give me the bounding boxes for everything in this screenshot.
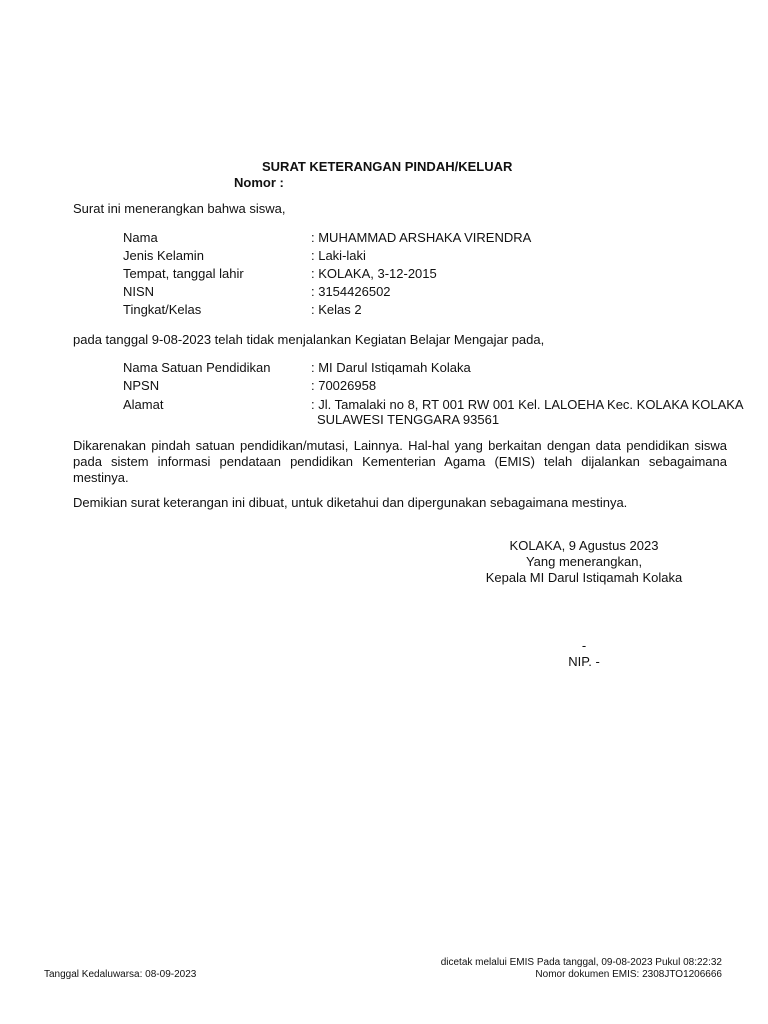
gender-value: : Laki-laki [311,248,366,263]
reason-paragraph: Dikarenakan pindah satuan pendidikan/mutasi, Lainnya. Hal-hal yang berkaitan dengan data pendidikan siswa pada sistem informasi pendataan pendidikan Kementerian Agama (EMIS) telah dijalankan sebagaimana mestinya. [73,438,727,485]
signatory [482,638,686,670]
nisn-value: : 3154426502 [311,284,391,299]
signature-role: Yang menerangkan, [525,554,643,569]
birth-value: : KOLAKA, 3-12-2015 [311,266,437,281]
closing-text: Demikian surat keterangan ini dibuat, untuk diketahui dan dipergunakan sebagaimana mestinya. [73,495,628,510]
footer-expiry: Tanggal Kedaluwarsa: 08-09-2023 [44,969,197,980]
school-name-label: Nama Satuan Pendidikan [123,360,271,375]
signatory-name: - [581,638,587,653]
signature-position: Kepala MI Darul Istiqamah Kolaka [485,570,683,585]
footer-printed: dicetak melalui EMIS Pada tanggal, 09-08-2023 Pukul 08:22:32 [440,957,722,968]
nomor-label: Nomor : [234,175,284,190]
document-title: SURAT KETERANGAN PINDAH/KELUAR [262,159,513,174]
footer-doc-number: Nomor dokumen EMIS: 2308JTO1206666 [535,969,722,980]
npsn-label: NPSN [123,378,160,393]
school-name-value: : MI Darul Istiqamah Kolaka [311,360,471,375]
address-value: : Jl. Tamalaki no 8, RT 001 RW 001 Kel. LALOEHA Kec. KOLAKA KOLAKA [311,397,744,412]
birth-label: Tempat, tanggal lahir [123,266,244,281]
middle-text: pada tanggal 9-08-2023 telah tidak menjalankan Kegiatan Belajar Mengajar pada, [73,332,545,347]
signature-block [482,538,686,586]
intro-text: Surat ini menerangkan bahwa siswa, [73,201,286,216]
nisn-label: NISN [123,284,155,299]
class-value: : Kelas 2 [311,302,362,317]
student-name-value: : MUHAMMAD ARSHAKA VIRENDRA [311,230,532,245]
class-label: Tingkat/Kelas [123,302,202,317]
npsn-value: : 70026958 [311,378,377,393]
signature-place-date: KOLAKA, 9 Agustus 2023 [509,538,659,553]
gender-label: Jenis Kelamin [123,248,204,263]
address-label: Alamat [123,397,164,412]
address-value-line2: SULAWESI TENGGARA 93561 [317,412,500,427]
signatory-nip: NIP. - [568,654,600,669]
student-name-label: Nama [123,230,158,245]
